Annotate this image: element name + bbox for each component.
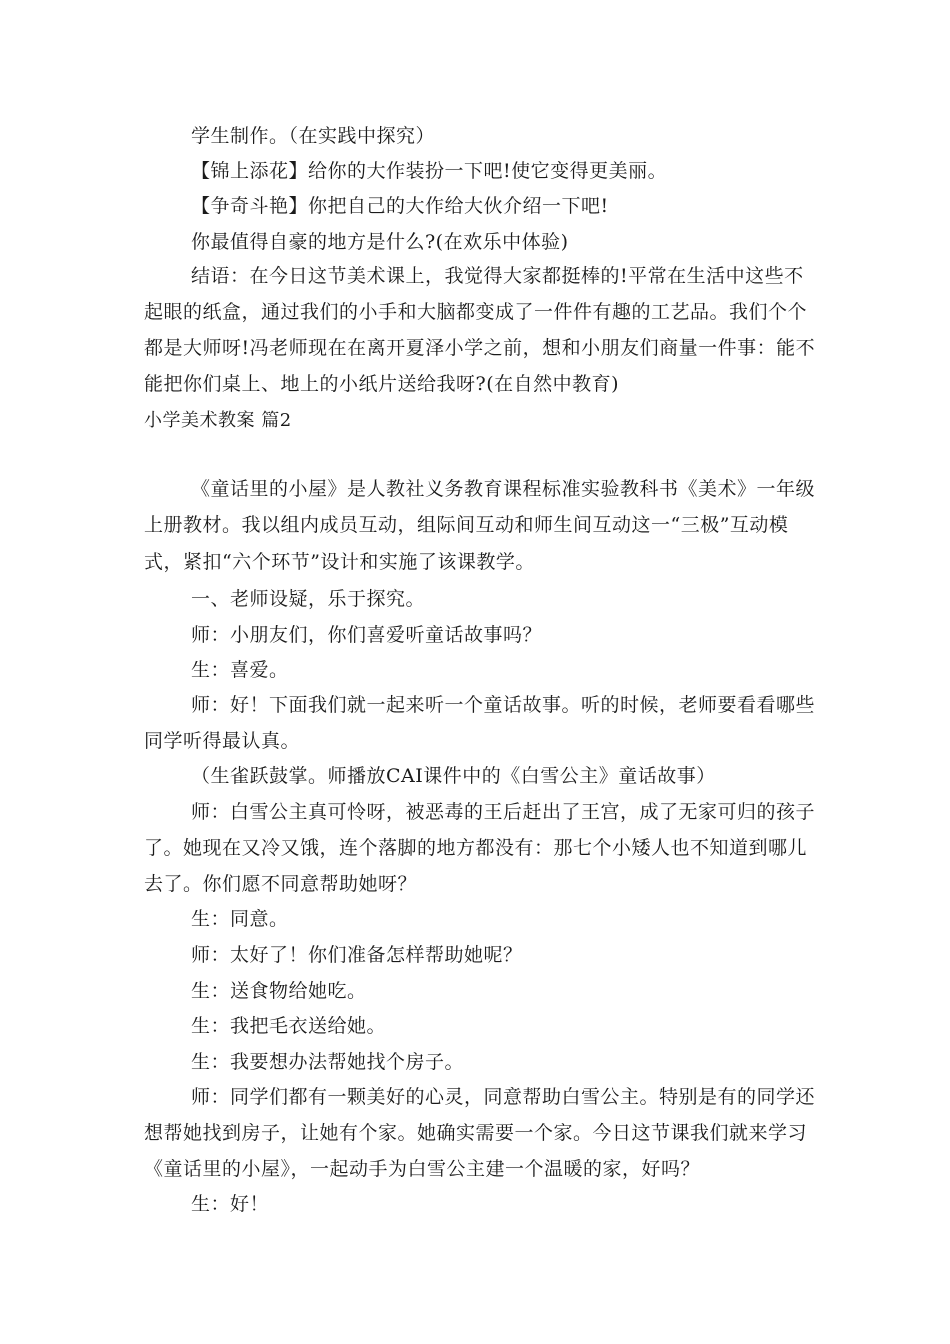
text-line: 一、老师设疑，乐于探究。 (191, 588, 426, 610)
text-line: 生：我把毛衣送给她。 (191, 1015, 387, 1037)
text-line: 《童话里的小屋》，一起动手为白雪公主建一个温暖的家，好吗？ (144, 1158, 701, 1180)
text-line: 同学听得最认真。 (144, 730, 301, 752)
text-line: 生：喜爱。 (191, 659, 289, 681)
text-line: 师：好！下面我们就一起来听一个童话故事。听的时候，老师要看看哪些 (191, 694, 816, 716)
text-line: 师：白雪公主真可怜呀，被恶毒的王后赶出了王宫，成了无家可归的孩子 (191, 801, 816, 823)
text-line: 师：同学们都有一颗美好的心灵，同意帮助白雪公主。特别是有的同学还 (191, 1086, 816, 1108)
text-line: 【锦上添花】给你的大作装扮一下吧!使它变得更美丽。 (191, 160, 668, 182)
text-line: 能把你们桌上、地上的小纸片送给我呀?(在自然中教育) (144, 373, 620, 395)
text-line: 结语：在今日这节美术课上，我觉得大家都挺棒的!平常在生活中这些不 (191, 265, 804, 287)
text-line: 式，紧扣“六个环节”设计和实施了该课教学。 (144, 551, 535, 573)
text-line: 生：同意。 (191, 908, 289, 930)
text-line: 生：好！ (191, 1193, 270, 1215)
text-line: （生雀跃鼓掌。师播放CAI课件中的《白雪公主》童话故事） (191, 765, 716, 787)
text-line: 你最值得自豪的地方是什么?(在欢乐中体验) (191, 231, 569, 253)
text-line: 生：送食物给她吃。 (191, 980, 367, 1002)
text-line: 起眼的纸盒，通过我们的小手和大脑都变成了一件件有趣的工艺品。我们个个 (144, 301, 808, 323)
text-line: 《童话里的小屋》是人教社义务教育课程标准实验教科书《美术》一年级 (191, 478, 816, 500)
text-line: 学生制作。（在实践中探究） (191, 125, 436, 147)
text-line: 【争奇斗艳】你把自己的大作给大伙介绍一下吧! (191, 195, 609, 217)
text-line: 上册教材。我以组内成员互动，组际间互动和师生间互动这一“三极”互动模 (144, 514, 789, 536)
text-line: 想帮她找到房子，让她有个家。她确实需要一个家。今日这节课我们就来学习 (144, 1122, 808, 1144)
text-line: 去了。你们愿不同意帮助她呀？ (144, 873, 418, 895)
text-line: 生：我要想办法帮她找个房子。 (191, 1051, 465, 1073)
text-line: 师：小朋友们，你们喜爱听童话故事吗？ (191, 624, 543, 646)
text-line: 都是大师呀!冯老师现在在离开夏泽小学之前，想和小朋友们商量一件事：能不 (144, 337, 816, 359)
text-line: 师：太好了！你们准备怎样帮助她呢？ (191, 944, 523, 966)
text-line: 了。她现在又冷又饿，连个落脚的地方都没有：那七个小矮人也不知道到哪儿 (144, 837, 808, 859)
section-heading: 小学美术教案 篇2 (144, 410, 292, 431)
